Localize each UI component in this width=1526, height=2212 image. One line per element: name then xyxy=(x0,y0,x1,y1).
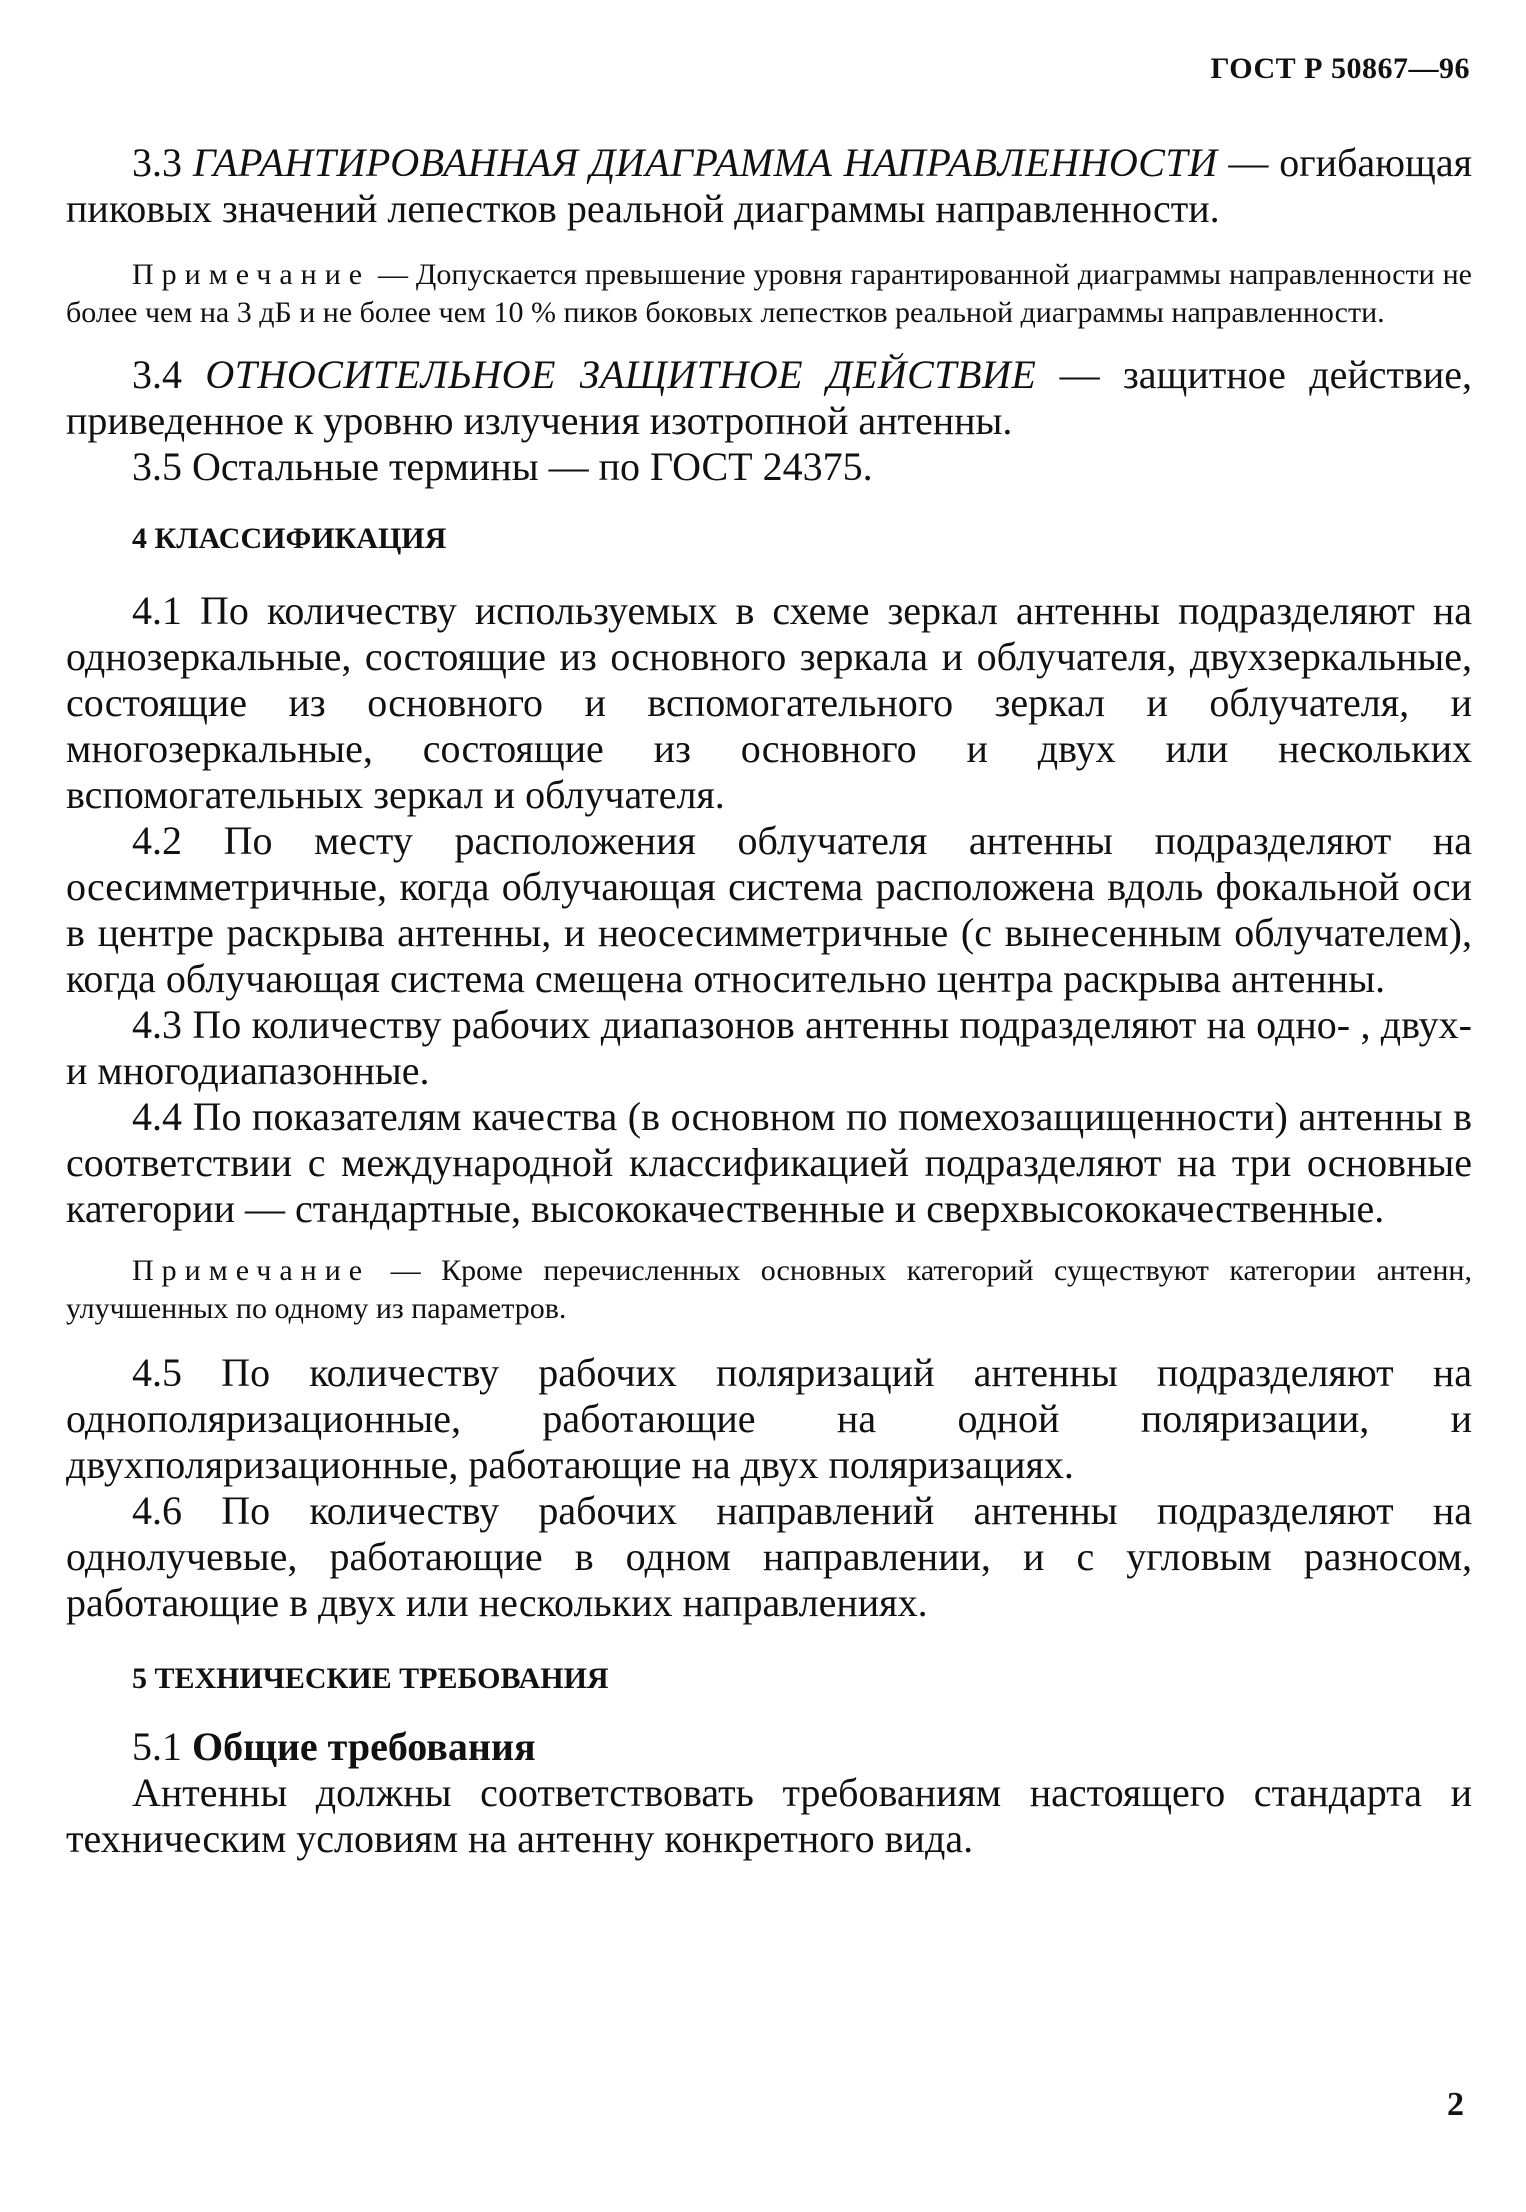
note-1 xyxy=(66,256,1472,332)
clause-text: — огибающая пиковых значений лепестков реальной диаграммы направленности. xyxy=(66,140,1473,231)
clause-3-4 xyxy=(66,352,1472,444)
clause-number: 3.4 xyxy=(132,352,206,397)
heading-technical-requirements: 5 ТЕХНИЧЕСКИЕ ТРЕБОВАНИЯ xyxy=(132,1662,609,1695)
term-guaranteed-pattern: ГАРАНТИРОВАННАЯ ДИАГРАММА НАПРАВЛЕННОСТИ xyxy=(192,140,1218,185)
note-label: Примечание xyxy=(132,258,371,291)
heading-classification: 4 КЛАССИФИКАЦИЯ xyxy=(132,522,447,555)
clause-4-3: 4.3 По количеству рабочих диапазонов антенны подразделяют на одно- , двух- и многодиапазонные. xyxy=(66,1002,1472,1093)
clause-4-2: 4.2 По месту расположения облучателя антенны подразделяют на осесимметричные, когда облучающая система расположена вдоль фокальной оси в центре раскрыва антенны, и неосесимметричные (с вынесенным облучателем), когда облучающая система смещена относительно центра раскрыва антенны. xyxy=(66,818,1472,1001)
document-code: ГОСТ Р 50867—96 xyxy=(1210,52,1470,85)
note-text: — Допускается превышение уровня гарантированной диаграммы направленности не более чем на 3 дБ и не более чем 10 % пиков боковых лепестков реальной диаграммы направленности. xyxy=(66,258,1472,329)
clause-5-1-text: Антенны должны соответствовать требованиям настоящего стандарта и техническим условиям на антенну конкретного вида. xyxy=(66,1770,1472,1861)
clause-number: 3.3 xyxy=(132,140,193,185)
clause-number: 5.1 xyxy=(132,1724,192,1769)
clause-4-4: 4.4 По показателям качества (в основном по помехозащищенности) антенны в соответствии с международной классификацией подразделяют на три основные категории — стандартные, высококачественные и сверхвысококачественные. xyxy=(66,1094,1472,1231)
page-number: 2 xyxy=(1447,2086,1464,2123)
note-text: — Кроме перечисленных основных категорий существуют категории антенн, улучшенных по одному из параметров. xyxy=(66,1254,1472,1325)
document-body xyxy=(66,140,1472,1862)
clause-4-5: 4.5 По количеству рабочих поляризаций антенны подразделяют на однополяризационные, работающие на одной поляризации, и двухполяризационные, работающие на двух поляризациях. xyxy=(66,1350,1472,1487)
clause-3-3 xyxy=(66,140,1472,232)
note-2 xyxy=(66,1252,1472,1328)
clause-4-6: 4.6 По количеству рабочих направлений антенны подразделяют на однолучевые, работающие в одном направлении, и с угловым разносом, работающие в двух или нескольких направлениях. xyxy=(66,1488,1472,1625)
subsection-title: Общие требования xyxy=(192,1724,536,1769)
note-label: Примечание xyxy=(132,1254,371,1287)
term-relative-protection: ОТНОСИТЕЛЬНОЕ ЗАЩИТНОЕ ДЕЙСТВИЕ xyxy=(205,352,1037,397)
clause-4-1: 4.1 По количеству используемых в схеме зеркал антенны подразделяют на однозеркальные, состоящие из основного зеркала и облучателя, двухзеркальные, состоящие из основного и вспомогательного зеркал и облучателя, и многозеркальные, состоящие из основного и двух или нескольких вспомогательных зеркал и облучателя. xyxy=(66,588,1472,817)
clause-5-1-title xyxy=(66,1724,1472,1770)
clause-3-5: 3.5 Остальные термины — по ГОСТ 24375. xyxy=(132,444,873,489)
clause-text: — защитное действие, приведенное к уровню излучения изотропной антенны. xyxy=(66,352,1473,443)
